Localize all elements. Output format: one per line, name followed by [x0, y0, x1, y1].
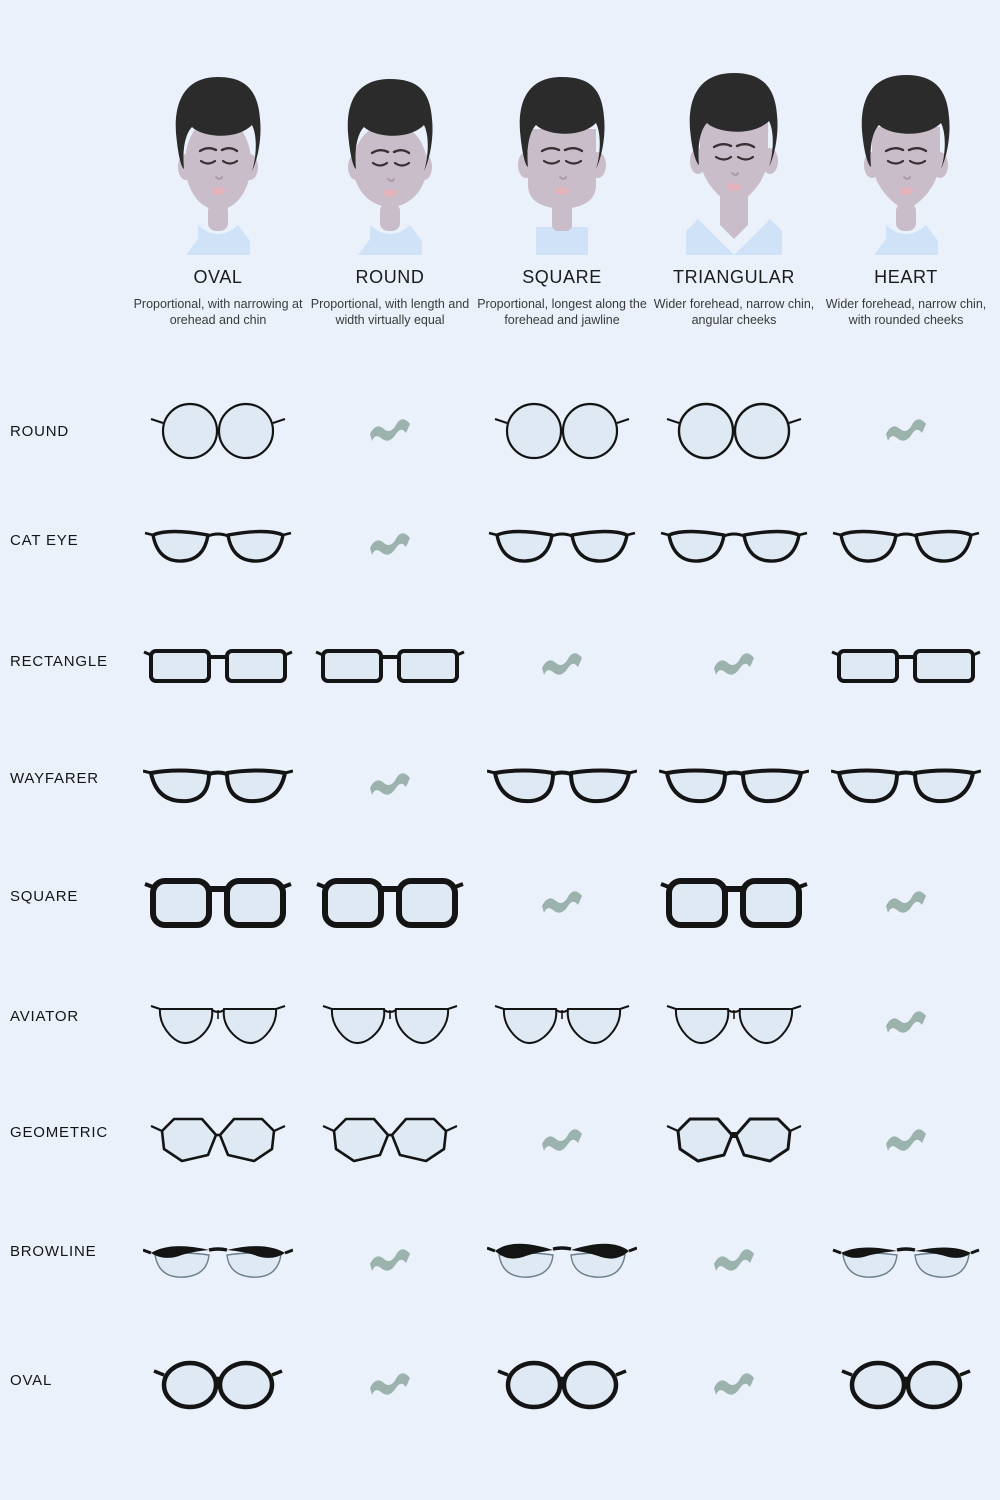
- face-description: Proportional, with narrowing at orehead and chin: [133, 297, 303, 327]
- cell-rectangle-round: [300, 620, 480, 710]
- cell-rectangle-square-na: [472, 620, 652, 710]
- face-column-oval: [128, 55, 308, 328]
- face-illustration-square: [492, 55, 632, 255]
- row-label-geometric: GEOMETRIC: [10, 1124, 109, 1141]
- face-illustration-oval: [148, 55, 288, 255]
- cell-wayfarer-heart: [816, 740, 996, 830]
- row-label-cat-eye: CAT EYE: [10, 532, 79, 549]
- cell-cateye-square: [472, 500, 652, 590]
- cell-square-triangular: [644, 858, 824, 948]
- cell-geometric-oval: [128, 1096, 308, 1186]
- cell-geometric-square-na: [472, 1096, 652, 1186]
- face-description: Wider forehead, narrow chin, angular cheeks: [653, 297, 815, 327]
- face-illustration-heart: [836, 55, 976, 255]
- cell-square-round: [300, 858, 480, 948]
- row-label-browline: BROWLINE: [10, 1243, 97, 1260]
- cell-round-oval: [128, 386, 308, 476]
- cell-cateye-triangular: [644, 500, 824, 590]
- row-label-wayfarer: WAYFARER: [10, 770, 99, 787]
- cell-oval-oval: [128, 1340, 308, 1430]
- cell-browline-square: [472, 1216, 652, 1306]
- row-label-square: SQUARE: [10, 888, 79, 905]
- cell-oval-heart: [816, 1340, 996, 1430]
- face-illustration-round: [320, 55, 460, 255]
- face-column-heart: [816, 55, 996, 328]
- cell-wayfarer-oval: [128, 740, 308, 830]
- face-name: OVAL: [193, 267, 243, 287]
- cell-wayfarer-square: [472, 740, 652, 830]
- cell-wayfarer-triangular: [644, 740, 824, 830]
- cell-browline-heart: [816, 1216, 996, 1306]
- cell-square-heart-na: [816, 858, 996, 948]
- cell-browline-oval: [128, 1216, 308, 1306]
- cell-browline-triangular-na: [644, 1216, 824, 1306]
- cell-round-round-na: [300, 386, 480, 476]
- cell-cateye-oval: [128, 500, 308, 590]
- cell-rectangle-triangular-na: [644, 620, 824, 710]
- face-column-triangular: [644, 55, 824, 328]
- row-label-round: ROUND: [10, 423, 69, 440]
- cell-aviator-triangular: [644, 978, 824, 1068]
- cell-square-oval: [128, 858, 308, 948]
- row-label-oval: OVAL: [10, 1372, 53, 1389]
- face-description: Proportional, with length and width virtually equal: [310, 297, 470, 327]
- cell-rectangle-oval: [128, 620, 308, 710]
- cell-aviator-oval: [128, 978, 308, 1068]
- cell-aviator-heart-na: [816, 978, 996, 1068]
- cell-square-square-na: [472, 858, 652, 948]
- cell-aviator-round: [300, 978, 480, 1068]
- face-name: HEART: [874, 267, 938, 287]
- cell-oval-triangular-na: [644, 1340, 824, 1430]
- cell-wayfarer-round-na: [300, 740, 480, 830]
- face-description: Wider forehead, narrow chin, with rounded cheeks: [825, 297, 987, 327]
- cell-round-heart-na: [816, 386, 996, 476]
- cell-geometric-triangular: [644, 1096, 824, 1186]
- face-column-square: [472, 55, 652, 328]
- face-name: TRIANGULAR: [672, 267, 795, 287]
- cell-round-square: [472, 386, 652, 476]
- cell-cateye-heart: [816, 500, 996, 590]
- cell-oval-square: [472, 1340, 652, 1430]
- cell-geometric-round: [300, 1096, 480, 1186]
- row-label-aviator: AVIATOR: [10, 1008, 79, 1025]
- cell-rectangle-heart: [816, 620, 996, 710]
- cell-round-triangular: [644, 386, 824, 476]
- cell-cateye-round-na: [300, 500, 480, 590]
- cell-oval-round-na: [300, 1340, 480, 1430]
- face-illustration-triangular: [664, 55, 804, 255]
- row-label-rectangle: RECTANGLE: [10, 653, 108, 670]
- face-name: ROUND: [355, 267, 425, 287]
- cell-geometric-heart-na: [816, 1096, 996, 1186]
- cell-browline-round-na: [300, 1216, 480, 1306]
- cell-aviator-square: [472, 978, 652, 1068]
- face-description: Proportional, longest along the forehead and jawline: [477, 297, 647, 327]
- face-name: SQUARE: [522, 267, 602, 287]
- face-column-round: [300, 55, 480, 328]
